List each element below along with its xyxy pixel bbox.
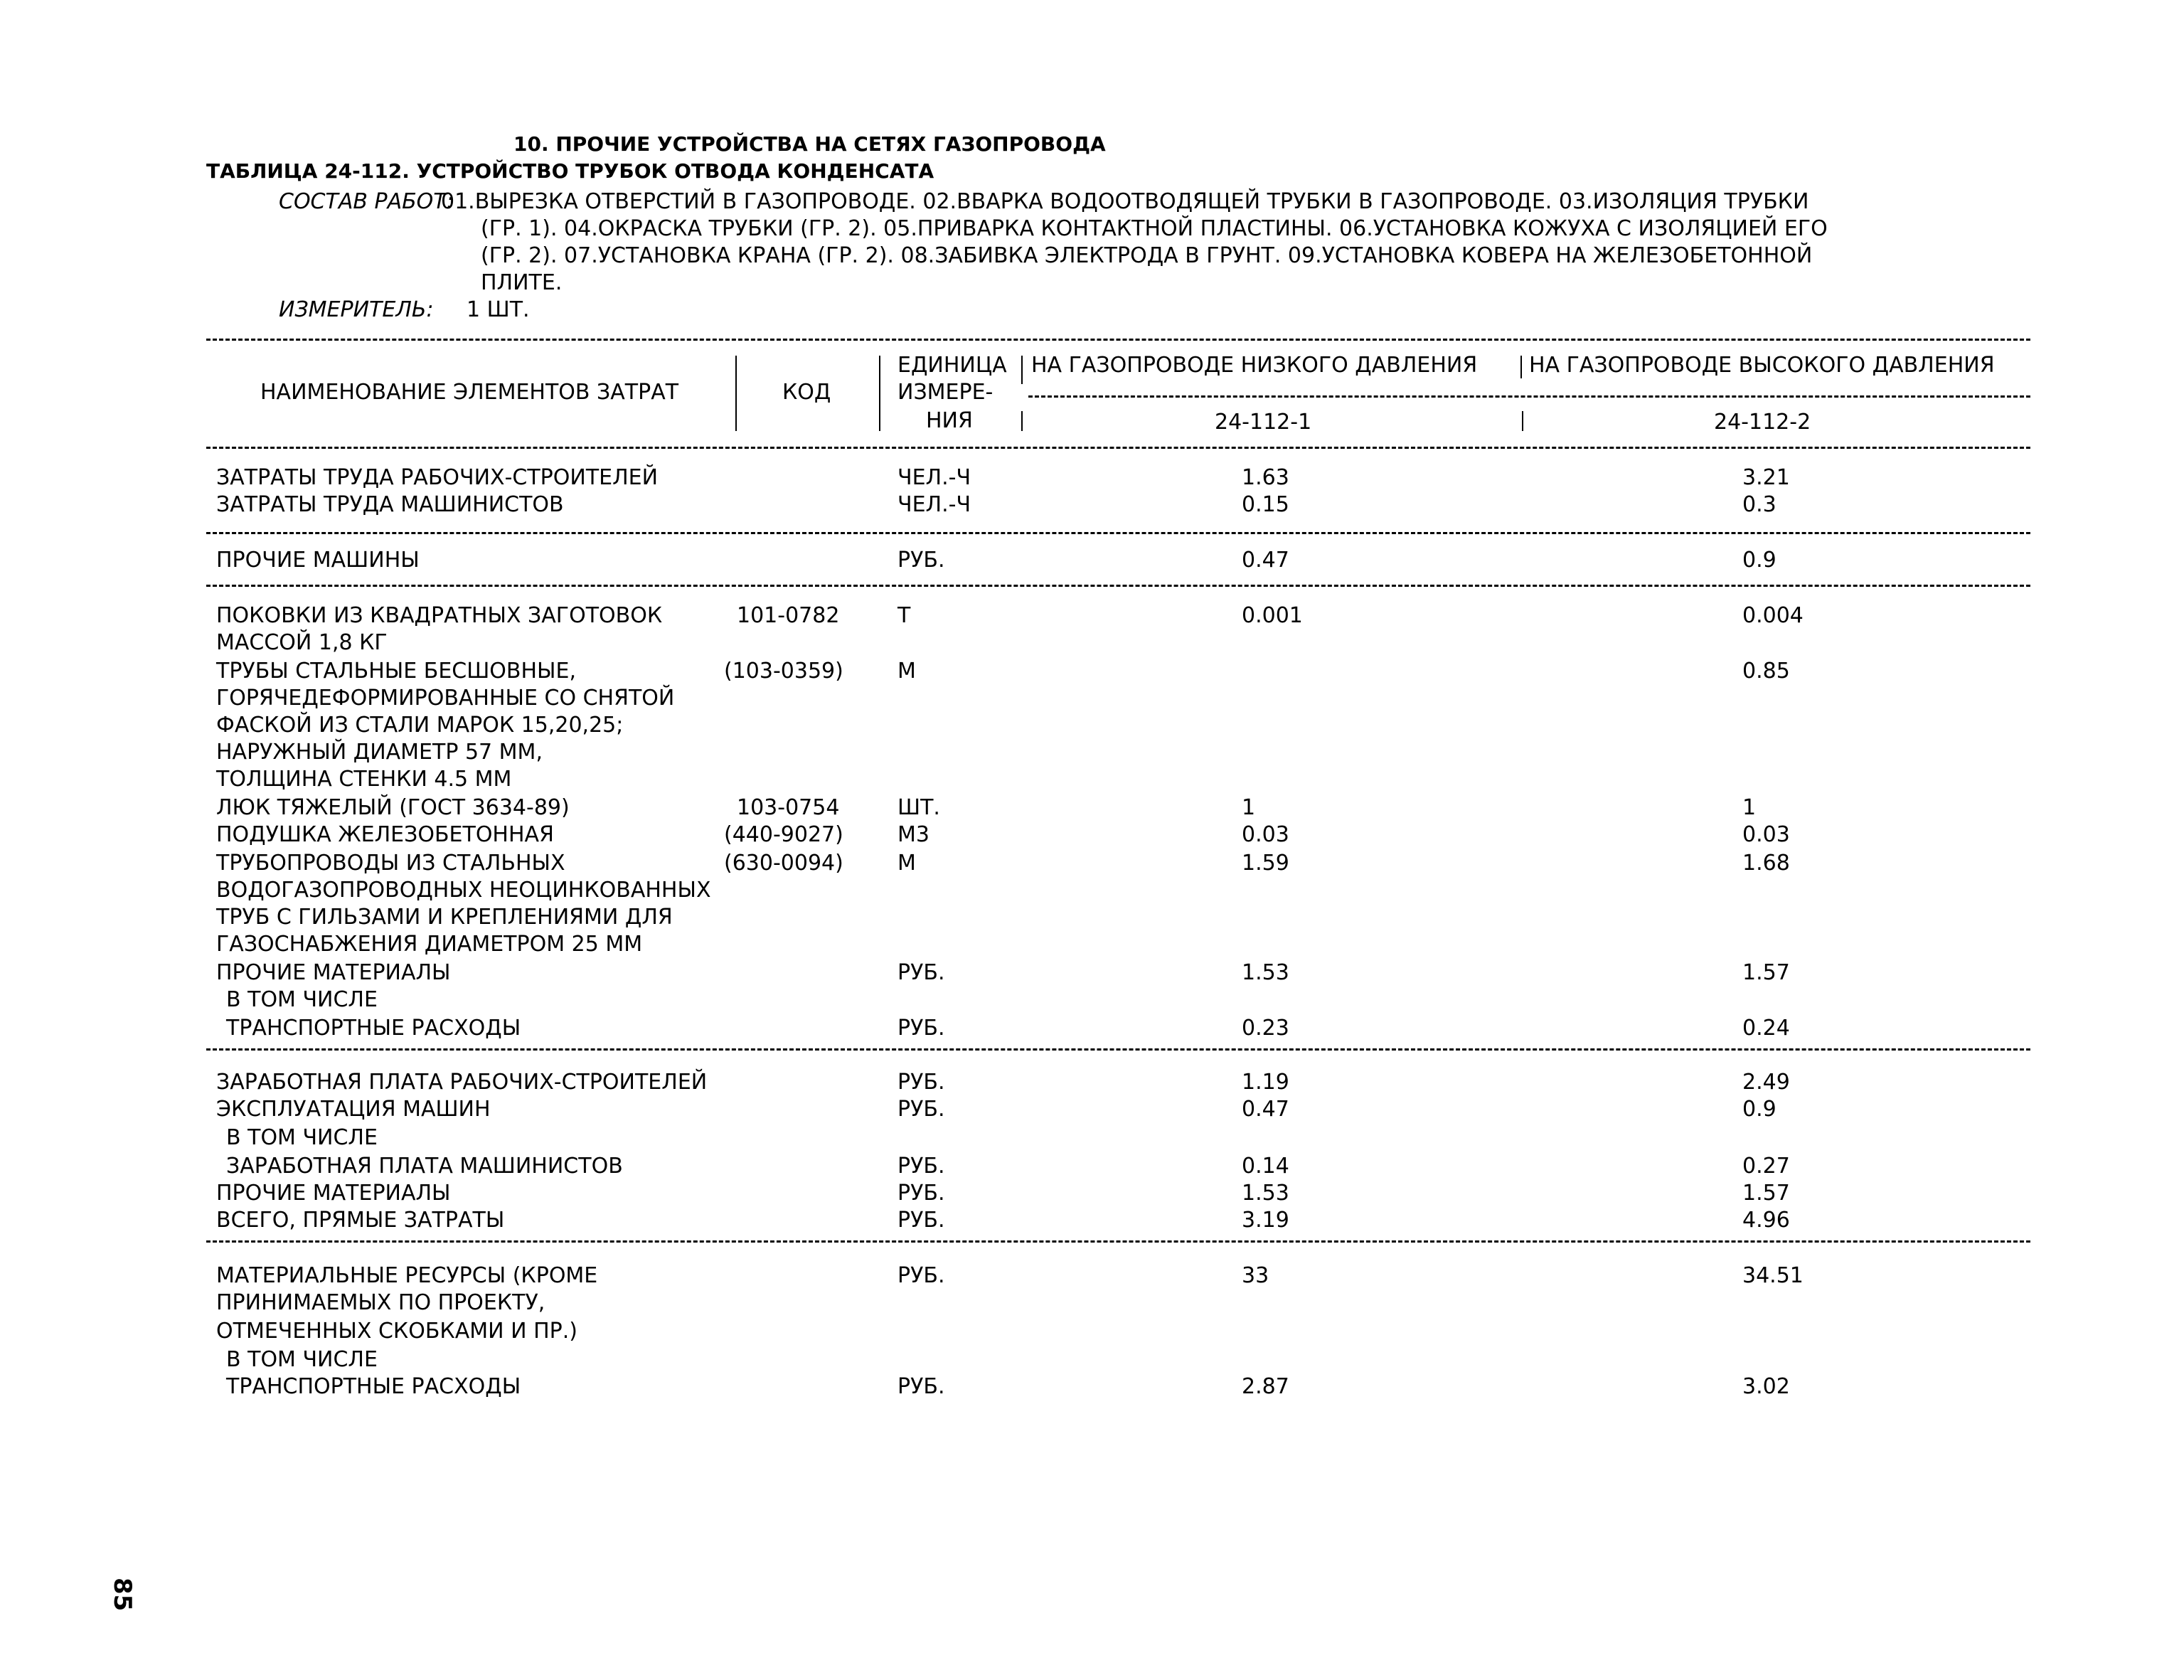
composition-line: (ГР. 1). 04.ОКРАСКА ТРУБКИ (ГР. 2). 05.ПРИВАРКА КОНТАКТНОЙ ПЛАСТИНЫ. 06.УСТАНОВКА КОЖУХА С ИЗОЛЯЦИЕЙ ЕГО bbox=[481, 216, 1828, 241]
row-name: МАССОЙ 1,8 КГ bbox=[216, 630, 388, 655]
row-name: ПРОЧИЕ МАТЕРИАЛЫ bbox=[216, 960, 451, 985]
divider bbox=[206, 585, 2030, 587]
section-title: 10. ПРОЧИЕ УСТРОЙСТВА НА СЕТЯХ ГАЗОПРОВОДА bbox=[513, 132, 1106, 156]
row-unit: РУБ. bbox=[897, 1208, 945, 1233]
row-value-high: 1.57 bbox=[1742, 960, 1790, 985]
row-name: ПРИНИМАЕМЫХ ПО ПРОЕКТУ, bbox=[216, 1290, 545, 1315]
row-value-low: 2.87 bbox=[1242, 1374, 1289, 1399]
row-name: ГОРЯЧЕДЕФОРМИРОВАННЫЕ СО СНЯТОЙ bbox=[216, 686, 675, 711]
row-value-low: 1.19 bbox=[1242, 1070, 1289, 1095]
row-name: ТРАНСПОРТНЫЕ РАСХОДЫ bbox=[226, 1374, 521, 1399]
row-name: ЗАРАБОТНАЯ ПЛАТА РАБОЧИХ-СТРОИТЕЛЕЙ bbox=[216, 1070, 708, 1095]
row-code: (630-0094) bbox=[724, 851, 843, 876]
row-unit: ЧЕЛ.-Ч bbox=[897, 465, 971, 490]
row-name: ВОДОГАЗОПРОВОДНЫХ НЕОЦИНКОВАННЫХ bbox=[216, 878, 711, 903]
row-unit: М bbox=[897, 659, 916, 684]
row-code: 101-0782 bbox=[737, 603, 840, 628]
row-name: ЗАРАБОТНАЯ ПЛАТА МАШИНИСТОВ bbox=[226, 1154, 623, 1179]
row-value-high: 34.51 bbox=[1742, 1263, 1804, 1288]
row-value-high: 0.85 bbox=[1742, 659, 1790, 684]
row-code: (103-0359) bbox=[724, 659, 843, 684]
row-value-high: 3.21 bbox=[1742, 465, 1790, 490]
row-value-high: 1 bbox=[1742, 795, 1757, 820]
row-value-low: 1 bbox=[1242, 795, 1256, 820]
row-value-high: 3.02 bbox=[1742, 1374, 1790, 1399]
divider bbox=[206, 447, 2030, 449]
row-name: ГАЗОСНАБЖЕНИЯ ДИАМЕТРОМ 25 ММ bbox=[216, 932, 643, 957]
row-unit: М3 bbox=[897, 822, 929, 847]
row-name: ПОДУШКА ЖЕЛЕЗОБЕТОННАЯ bbox=[216, 822, 554, 847]
row-unit: РУБ. bbox=[897, 1154, 945, 1179]
header-low-pressure: НА ГАЗОПРОВОДЕ НИЗКОГО ДАВЛЕНИЯ bbox=[1031, 353, 1478, 378]
row-code: 103-0754 bbox=[737, 795, 840, 820]
row-name: ЛЮК ТЯЖЕЛЫЙ (ГОСТ 3634-89) bbox=[216, 795, 570, 820]
row-unit: ЧЕЛ.-Ч bbox=[897, 492, 971, 517]
header-name: НАИМЕНОВАНИЕ ЭЛЕМЕНТОВ ЗАТРАТ bbox=[260, 380, 679, 405]
row-value-low: 3.19 bbox=[1242, 1208, 1289, 1233]
row-value-high: 0.3 bbox=[1742, 492, 1777, 517]
row-value-low: 33 bbox=[1242, 1263, 1269, 1288]
row-value-high: 2.49 bbox=[1742, 1070, 1790, 1095]
divider bbox=[206, 1240, 2030, 1243]
row-code: (440-9027) bbox=[724, 822, 843, 847]
row-name: ТРАНСПОРТНЫЕ РАСХОДЫ bbox=[226, 1016, 521, 1041]
row-value-high: 0.24 bbox=[1742, 1016, 1790, 1041]
row-value-low: 0.47 bbox=[1242, 548, 1289, 573]
row-unit: РУБ. bbox=[897, 1097, 945, 1122]
header-unit-line: ЕДИНИЦА bbox=[897, 353, 1007, 378]
row-name: ПРОЧИЕ МАТЕРИАЛЫ bbox=[216, 1181, 451, 1206]
column-separator bbox=[735, 356, 737, 431]
header-unit-line: НИЯ bbox=[926, 408, 973, 433]
header-unit-line: ИЗМЕРЕ- bbox=[897, 380, 994, 405]
row-name: ПРОЧИЕ МАШИНЫ bbox=[216, 548, 420, 573]
row-value-high: 0.004 bbox=[1742, 603, 1804, 628]
divider bbox=[206, 339, 2030, 341]
header-col1: 24-112-1 bbox=[1215, 410, 1312, 435]
row-unit: РУБ. bbox=[897, 1374, 945, 1399]
row-name: ТОЛЩИНА СТЕНКИ 4.5 ММ bbox=[216, 767, 512, 792]
row-unit: РУБ. bbox=[897, 1016, 945, 1041]
row-unit: М bbox=[897, 851, 916, 876]
measure-label: ИЗМЕРИТЕЛЬ: bbox=[279, 297, 434, 322]
row-name: В ТОМ ЧИСЛЕ bbox=[226, 1125, 378, 1150]
composition-label: СОСТАВ РАБОТ: bbox=[279, 189, 454, 214]
row-name: ЗАТРАТЫ ТРУДА МАШИНИСТОВ bbox=[216, 492, 564, 517]
row-name: В ТОМ ЧИСЛЕ bbox=[226, 1347, 378, 1372]
row-value-low: 0.14 bbox=[1242, 1154, 1289, 1179]
row-value-low: 0.15 bbox=[1242, 492, 1289, 517]
row-name: ТРУБ С ГИЛЬЗАМИ И КРЕПЛЕНИЯМИ ДЛЯ bbox=[216, 905, 673, 930]
row-value-low: 1.53 bbox=[1242, 1181, 1289, 1206]
row-value-low: 1.53 bbox=[1242, 960, 1289, 985]
composition-line: ПЛИТЕ. bbox=[481, 270, 563, 295]
row-value-high: 4.96 bbox=[1742, 1208, 1790, 1233]
divider bbox=[206, 532, 2030, 534]
column-separator bbox=[1021, 356, 1023, 384]
divider bbox=[1028, 395, 2030, 398]
row-unit: РУБ. bbox=[897, 548, 945, 573]
row-name: ОТМЕЧЕННЫХ СКОБКАМИ И ПР.) bbox=[216, 1319, 577, 1344]
divider bbox=[206, 1048, 2030, 1051]
row-value-low: 0.03 bbox=[1242, 822, 1289, 847]
header-col2: 24-112-2 bbox=[1714, 410, 1811, 435]
column-separator bbox=[1520, 356, 1522, 378]
row-value-low: 0.23 bbox=[1242, 1016, 1289, 1041]
row-name: НАРУЖНЫЙ ДИАМЕТР 57 ММ, bbox=[216, 740, 543, 765]
row-value-high: 1.57 bbox=[1742, 1181, 1790, 1206]
row-value-low: 1.59 bbox=[1242, 851, 1289, 876]
row-unit: ШТ. bbox=[897, 795, 940, 820]
row-name: МАТЕРИАЛЬНЫЕ РЕСУРСЫ (КРОМЕ bbox=[216, 1263, 598, 1288]
row-name: ФАСКОЙ ИЗ СТАЛИ МАРОК 15,20,25; bbox=[216, 713, 624, 738]
row-unit: РУБ. bbox=[897, 960, 945, 985]
row-name: ТРУБЫ СТАЛЬНЫЕ БЕСШОВНЫЕ, bbox=[216, 659, 577, 684]
table-title: ТАБЛИЦА 24-112. УСТРОЙСТВО ТРУБОК ОТВОДА КОНДЕНСАТА bbox=[206, 159, 934, 183]
column-separator bbox=[879, 356, 880, 431]
row-name: ЗАТРАТЫ ТРУДА РАБОЧИХ-СТРОИТЕЛЕЙ bbox=[216, 465, 659, 490]
row-value-low: 0.001 bbox=[1242, 603, 1303, 628]
row-name: ЭКСПЛУАТАЦИЯ МАШИН bbox=[216, 1097, 491, 1122]
row-value-high: 0.27 bbox=[1742, 1154, 1790, 1179]
column-separator bbox=[1522, 411, 1523, 431]
row-value-high: 0.9 bbox=[1742, 548, 1777, 573]
column-separator bbox=[1021, 411, 1023, 431]
row-name: ПОКОВКИ ИЗ КВАДРАТНЫХ ЗАГОТОВОК bbox=[216, 603, 663, 628]
row-name: ВСЕГО, ПРЯМЫЕ ЗАТРАТЫ bbox=[216, 1208, 505, 1233]
page-number: 85 bbox=[108, 1578, 137, 1612]
row-value-low: 1.63 bbox=[1242, 465, 1289, 490]
header-high-pressure: НА ГАЗОПРОВОДЕ ВЫСОКОГО ДАВЛЕНИЯ bbox=[1529, 353, 1995, 378]
row-unit: Т bbox=[897, 603, 911, 628]
header-code: КОД bbox=[782, 380, 831, 405]
composition-line: 01.ВЫРЕЗКА ОТВЕРСТИЙ В ГАЗОПРОВОДЕ. 02.ВВАРКА ВОДООТВОДЯЩЕЙ ТРУБКИ В ГАЗОПРОВОДЕ. 03.ИЗОЛЯЦИЯ ТРУБКИ bbox=[441, 189, 1809, 214]
row-name: ТРУБОПРОВОДЫ ИЗ СТАЛЬНЫХ bbox=[216, 851, 565, 876]
measure-value: 1 ШТ. bbox=[467, 297, 530, 322]
row-value-high: 1.68 bbox=[1742, 851, 1790, 876]
row-value-high: 0.03 bbox=[1742, 822, 1790, 847]
row-unit: РУБ. bbox=[897, 1263, 945, 1288]
row-unit: РУБ. bbox=[897, 1070, 945, 1095]
row-value-low: 0.47 bbox=[1242, 1097, 1289, 1122]
composition-line: (ГР. 2). 07.УСТАНОВКА КРАНА (ГР. 2). 08.ЗАБИВКА ЭЛЕКТРОДА В ГРУНТ. 09.УСТАНОВКА КОВЕРА НА ЖЕЛЕЗОБЕТОННОЙ bbox=[481, 243, 1813, 268]
row-name: В ТОМ ЧИСЛЕ bbox=[226, 987, 378, 1012]
row-value-high: 0.9 bbox=[1742, 1097, 1777, 1122]
row-unit: РУБ. bbox=[897, 1181, 945, 1206]
